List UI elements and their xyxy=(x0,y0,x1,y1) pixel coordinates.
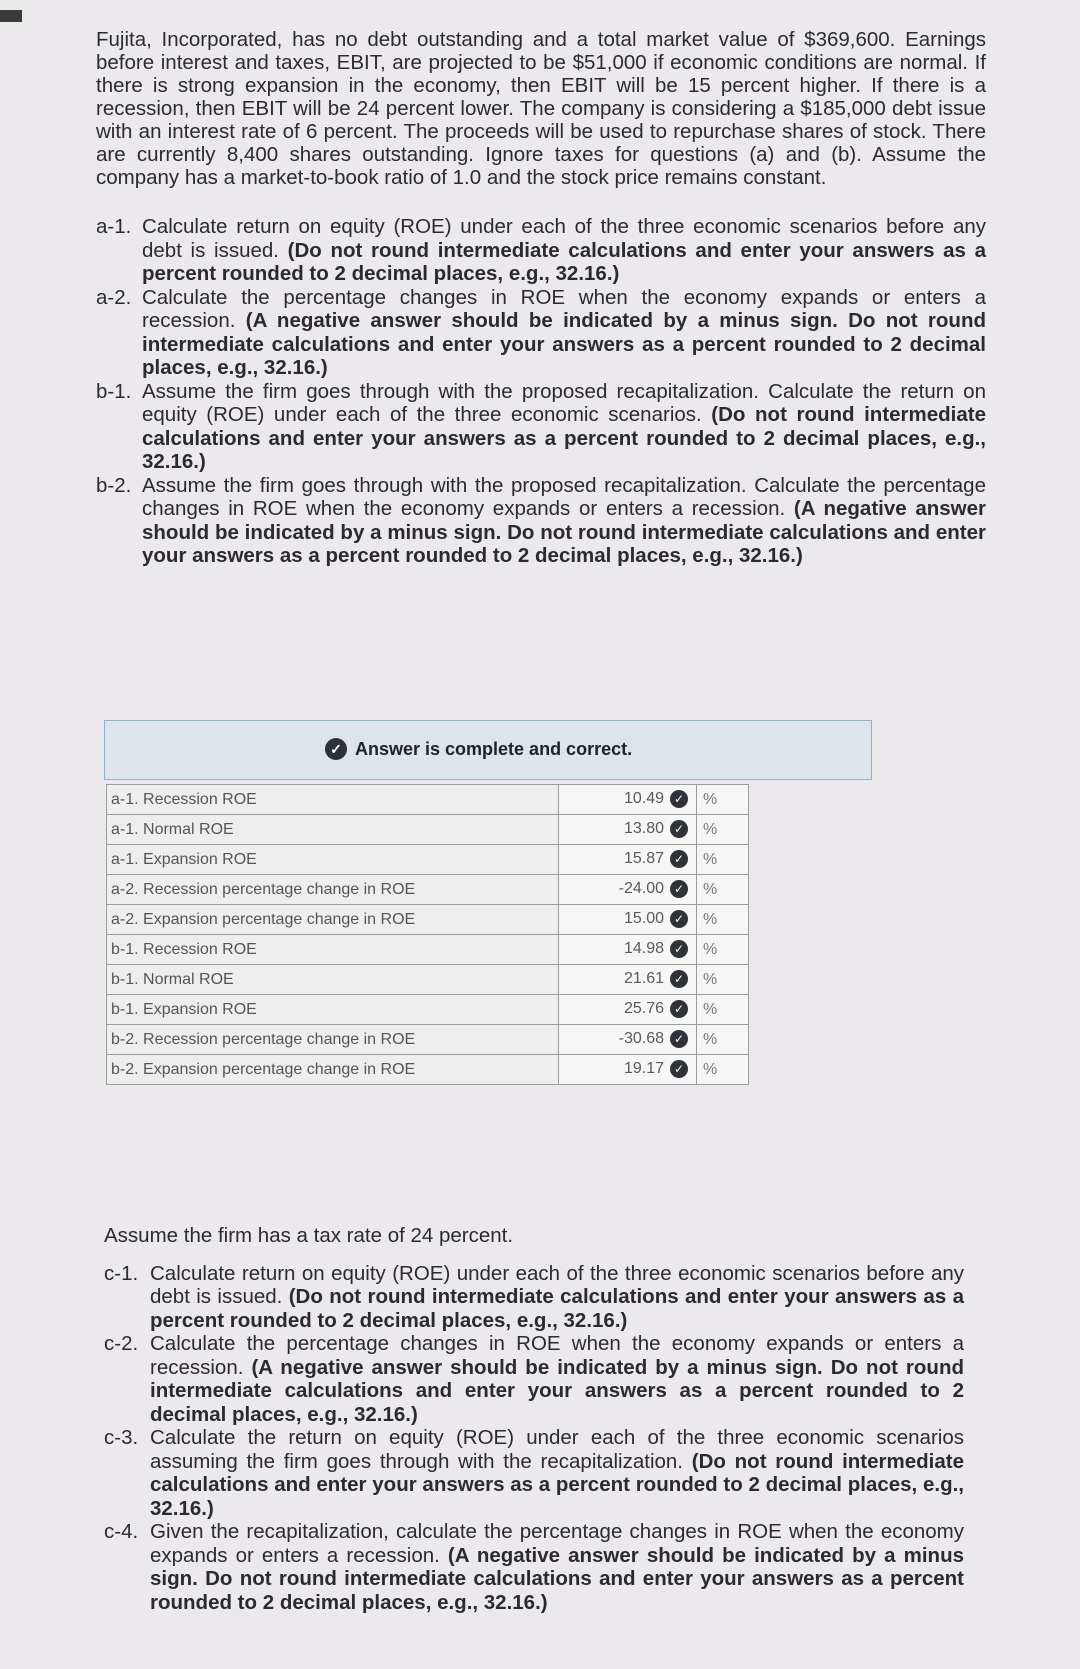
answer-row xyxy=(107,935,749,965)
question-text: Assume the firm goes through with the proposed recapitalization. Calculate the return on equity (ROE) under each of the three economic scenarios. (Do not round intermediate calculations and enter your answers as a percent rounded to 2 decimal places, e.g., 32.16.) xyxy=(142,379,986,473)
answer-status-text: Answer is complete and correct. xyxy=(355,738,633,759)
answer-unit: % xyxy=(697,965,749,995)
answer-value: 14.98 xyxy=(623,940,664,958)
questions-ab xyxy=(96,215,986,568)
question-id: a-2. xyxy=(96,285,132,309)
question-a1 xyxy=(96,215,986,286)
part-c-section xyxy=(104,1224,964,1614)
answer-row-label: a-2. Recession percentage change in ROE xyxy=(107,875,559,905)
answer-input[interactable] xyxy=(559,995,697,1025)
check-circle-icon: ✓ xyxy=(670,880,688,898)
answer-unit: % xyxy=(697,785,749,815)
check-circle-icon: ✓ xyxy=(670,1000,688,1018)
answer-value: -24.00 xyxy=(618,880,664,898)
question-text: Calculate the return on equity (ROE) under each of the three economic scenarios assuming the firm goes through with the recapitalization. (Do not round intermediate calculations and enter your answers as a percent rounded to 2 decimal places, e.g., 32.16.) xyxy=(150,1426,964,1520)
answer-value: 19.17 xyxy=(623,1060,664,1078)
answer-unit: % xyxy=(697,815,749,845)
question-c3 xyxy=(104,1426,964,1520)
answer-row-label: b-1. Recession ROE xyxy=(107,935,559,965)
answer-row xyxy=(107,965,749,995)
window-edge-mark xyxy=(0,10,22,22)
answer-row xyxy=(107,1055,749,1085)
question-id: a-1. xyxy=(96,215,132,238)
answer-row-label: a-1. Recession ROE xyxy=(107,785,559,815)
answer-row-label: b-1. Expansion ROE xyxy=(107,995,559,1025)
problem-statement xyxy=(96,28,986,568)
part-c-intro: Assume the firm has a tax rate of 24 percent. xyxy=(104,1224,514,1247)
answer-row-label: b-1. Normal ROE xyxy=(107,965,559,995)
question-text: Calculate the percentage changes in ROE when the economy expands or enters a recession. (A negative answer should be indicated by a minus sign. Do not round intermediate calculations and enter your answers as a percent rounded to 2 decimal places, e.g., 32.16.) xyxy=(150,1332,964,1426)
answer-row xyxy=(107,845,749,875)
question-c1 xyxy=(104,1262,964,1333)
check-circle-icon: ✓ xyxy=(670,910,688,928)
answer-value: 15.00 xyxy=(623,910,664,928)
answer-status-banner xyxy=(325,738,632,760)
answer-value: 21.61 xyxy=(623,970,664,988)
question-id: c-3. xyxy=(104,1426,139,1449)
check-circle-icon: ✓ xyxy=(670,940,688,958)
answer-row-label: a-1. Expansion ROE xyxy=(107,845,559,875)
question-a2 xyxy=(96,286,986,380)
answer-input[interactable] xyxy=(559,845,697,875)
check-circle-icon: ✓ xyxy=(670,820,688,838)
question-id: c-1. xyxy=(104,1261,139,1285)
answer-row-label: b-2. Recession percentage change in ROE xyxy=(107,1025,559,1055)
answer-input[interactable] xyxy=(559,965,697,995)
answer-row xyxy=(107,1025,749,1055)
check-circle-icon: ✓ xyxy=(325,738,347,760)
answer-row xyxy=(107,815,749,845)
answer-row xyxy=(107,905,749,935)
answer-row-label: a-1. Normal ROE xyxy=(107,815,559,845)
answer-value: 15.87 xyxy=(623,850,664,868)
question-text: Calculate return on equity (ROE) under each of the three economic scenarios before any debt is issued. (Do not round intermediate calculations and enter your answers as a percent rounded to 2 decimal places, e.g., 32.16.) xyxy=(142,215,986,285)
question-text: Assume the firm goes through with the proposed recapitalization. Calculate the percentage changes in ROE when the economy expands or enters a recession. (A negative answer should be indicated by a minus sign. Do not round intermediate calculations and enter your answers as a percent rounded to 2 decimal places, e.g., 32.16.) xyxy=(142,473,986,567)
answer-row xyxy=(107,995,749,1025)
answer-unit: % xyxy=(697,875,749,905)
answer-unit: % xyxy=(697,845,749,875)
answer-unit: % xyxy=(697,1025,749,1055)
answer-value: -30.68 xyxy=(618,1030,664,1048)
question-b2 xyxy=(96,474,986,568)
problem-intro: Fujita, Incorporated, has no debt outstanding and a total market value of $369,600. Earnings before interest and taxes, EBIT, are projected to be $51,000 if economic conditions are normal. If there is strong expansion in the economy, then EBIT will be 15 percent higher. If there is a recession, then EBIT will be 24 percent lower. The company is considering a $185,000 debt issue with an interest rate of 6 percent. The proceeds will be used to repurchase shares of stock. There are currently 8,400 shares outstanding. Ignore taxes for questions (a) and (b). Assume the company has a market-to-book ratio of 1.0 and the stock price remains constant. xyxy=(96,28,986,189)
check-circle-icon: ✓ xyxy=(670,1060,688,1078)
answer-input[interactable] xyxy=(559,785,697,815)
answer-row xyxy=(107,875,749,905)
check-circle-icon: ✓ xyxy=(670,1030,688,1048)
check-circle-icon: ✓ xyxy=(670,970,688,988)
question-c2 xyxy=(104,1332,964,1426)
answer-input[interactable] xyxy=(559,1055,697,1085)
answer-value: 10.49 xyxy=(623,790,664,808)
answer-input[interactable] xyxy=(559,905,697,935)
question-id: b-1. xyxy=(96,379,132,403)
answer-row-label: a-2. Expansion percentage change in ROE xyxy=(107,905,559,935)
answer-value: 25.76 xyxy=(623,1000,664,1018)
answer-input[interactable] xyxy=(559,875,697,905)
question-text: Calculate return on equity (ROE) under each of the three economic scenarios before any debt is issued. (Do not round intermediate calculations and enter your answers as a percent rounded to 2 decimal places, e.g., 32.16.) xyxy=(150,1261,964,1332)
answer-status-box xyxy=(104,720,872,780)
answer-row-label: b-2. Expansion percentage change in ROE xyxy=(107,1055,559,1085)
check-circle-icon: ✓ xyxy=(670,850,688,868)
question-c4 xyxy=(104,1520,964,1614)
question-text: Calculate the percentage changes in ROE when the economy expands or enters a recession. (A negative answer should be indicated by a minus sign. Do not round intermediate calculations and enter your answers as a percent rounded to 2 decimal places, e.g., 32.16.) xyxy=(142,285,986,379)
answer-row xyxy=(107,785,749,815)
answer-input[interactable] xyxy=(559,815,697,845)
answer-unit: % xyxy=(697,1055,749,1085)
answer-unit: % xyxy=(697,905,749,935)
question-b1 xyxy=(96,380,986,474)
question-id: c-4. xyxy=(104,1520,139,1543)
answer-table xyxy=(106,784,749,1085)
answer-input[interactable] xyxy=(559,1025,697,1055)
question-id: b-2. xyxy=(96,473,132,497)
answer-input[interactable] xyxy=(559,935,697,965)
question-text: Given the recapitalization, calculate the percentage changes in ROE when the economy expands or enters a recession. (A negative answer should be indicated by a minus sign. Do not round intermediate calculations and enter your answers as a percent rounded to 2 decimal places, e.g., 32.16.) xyxy=(150,1520,964,1614)
check-circle-icon: ✓ xyxy=(670,790,688,808)
answer-value: 13.80 xyxy=(623,820,664,838)
answer-unit: % xyxy=(697,935,749,965)
question-id: c-2. xyxy=(104,1332,139,1355)
answer-unit: % xyxy=(697,995,749,1025)
